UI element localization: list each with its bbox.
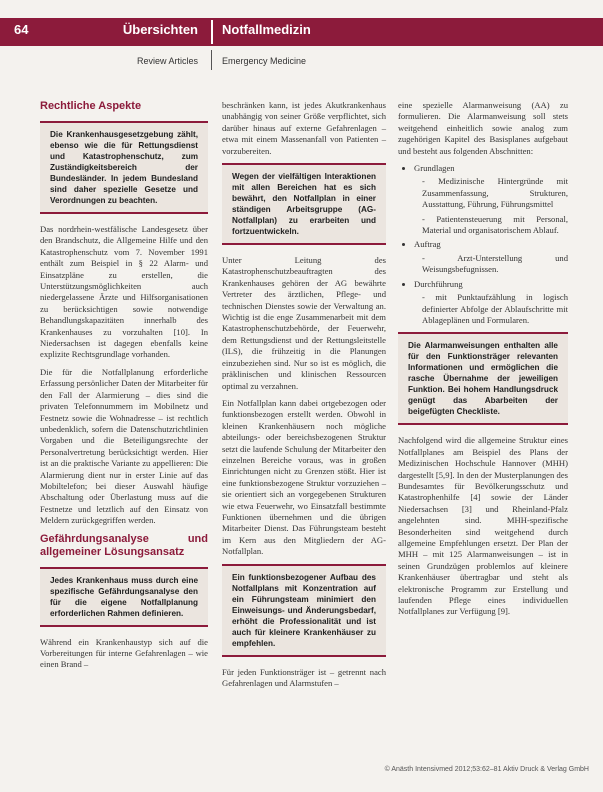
highlight-box: Jedes Krankenhaus muss durch eine spezifische Gefährdungsanalyse den für die eigene Notfallplanung erforderlichen Rahmen definieren.: [40, 567, 208, 627]
highlight-box: Die Krankenhausgesetzgebung zählt, ebenso wie die für Rettungsdienst und Katastrophenschutz, zum Zuständigkeitsbereich der Bundesländer. In jedem Bundesland sind daher spezielle Gesetze und Verordnungen zu beachten.: [40, 121, 208, 214]
header-divider: [211, 20, 213, 44]
paragraph: Für jeden Funktionsträger ist – getrennt nach Gefahrenlagen und Alarmstufen –: [222, 666, 386, 688]
column-3: [398, 100, 568, 624]
paragraph: Das nordrhein-westfälische Landesgesetz über den Brandschutz, die Allgemeine Hilfe und den Katastrophenschutz vom 7. November 1991 enthält zum Beispiel in § 22 Alarm- und Einsatzpläne zu erstellen, die Unterstützungsmöglichkeiten auch niedergelassene Ärzte und Hilfsorganisationen zu berücksichtigen sowie notwendige Behandlungskapazitäten innerhalb des Krankenhauses zu vorzuhalten [10]. In Niedersachsen ist dagegen ebenfalls keine explizite Rechtsgrundlage vorhanden.: [40, 224, 208, 360]
paragraph: Nachfolgend wird die allgemeine Struktur eines Notfallplanes am Beispiel des Plans der Medizinischen Hochschule Hannover (MHH) dargestellt [5,9]. In den der Musterplanungen des Bundesamtes für Bevölkerungsschutz und Katastrophenhilfe [4] sowie der Länder Niedersachsen [3] und Rheinland-Pfalz angelehnten sind. MHH-spezifische Besonderheiten sind weitgehend durch allgemeine Empfehlungen ersetzt. Der Plan der MHH – mit 125 Alarmanweisungen – ist in seinen Grundzügen problemlos auf kleinere Krankenhäuser übertragbar und steht als elektronische Programm zur Erstellung und laufenden Pflege eines individuellen Notfallplanes zur Verfügung [9].: [398, 435, 568, 617]
highlight-box: Wegen der vielfältigen Interaktionen mit allen Bereichen hat es sich bewährt, den Notfallplan in einer ständigen Arbeitsgruppe (AG-Notfallplan) zu erarbeiten und fortzuentwickeln.: [222, 163, 386, 245]
alarm-instruction-list: [398, 163, 568, 326]
heading-gefaehrdungsanalyse: Gefährdungsanalyse und allgemeiner Lösungsansatz: [40, 532, 208, 558]
page-number: 64: [14, 22, 29, 37]
section-title: Übersichten: [122, 22, 198, 37]
paragraph: Unter Leitung des Katastrophenschutzbeauftragten des Krankenhauses gehören der AG bewährte Vertreter des ärztlichen, Pflege- und technischen Dienstes sowie der Verwaltung an. Wichtig ist die enge Zusammenarbeit mit dem Katastrophenschutzbehörde, der Feuerwehr, dem Rettungsdienst und der Rettungsleitstelle (ILS), die frühzeitig in die Planungen einzubeziehen sind. Nur so ist es möglich, die präklinischen und klinischen Ressourcen optimal zu verzahnen.: [222, 255, 386, 391]
highlight-box: Die Alarmanweisungen enthalten alle für den Funktionsträger relevanten Informationen und ermöglichen die rasche Übernahme der jeweiligen Funktion. Bei hohem Handlungsdruck genügt das Abarbeiten der beigefügten Checkliste.: [398, 332, 568, 425]
highlight-box: Ein funktionsbezogener Aufbau des Notfallplans mit Konzentration auf ein Führungsteam minimiert den Einweisungs- und Änderungsbedarf, erhöht die Professionalität und ist auch für kleinere Krankenhäuser zu empfehlen.: [222, 564, 386, 657]
list-item: • Durchführung - mit Punktaufzählung in logisch definierter Abfolge der Ablaufschritte mit Ablageplänen und Formularen.: [414, 279, 568, 327]
paragraph: eine spezielle Alarmanweisung (AA) zu formulieren. Die Alarmanweisung soll stets weitgehend einheitlich sowie analog zum zugehörigen Kapitel des Basisplanes aufgebaut und besteht aus folgenden Abschnitten:: [398, 100, 568, 156]
sub-list-item: - Patientensteuerung mit Personal, Material und organisatorischem Ablauf.: [422, 214, 568, 237]
paragraph: Die für die Notfallplanung erforderliche Erfassung persönlicher Daten der Mitarbeiter für den Fall der Alarmierung – dies sind die privaten Telefonnummern im Mobilnetz und Festnetz sowie die Wohnadresse – ist rechtlich unbedenklich, sofern die Datenschutzrichtlinien Vorgaben und die Beteiligungsrechte der Personalvertretung berücksichtigt werden. Hier ist an die praktische Variante zu appellieren: Die Alarmierung dient nur in erster Linie auf das Mobiltelefon; bei dieser Auswahl häufige Abschaltung oder Überlastung muss auf die Festnetze und letztlich auf den Einsatz von Meldern zurückgegriffen werden.: [40, 366, 208, 526]
list-item: • Auftrag - Arzt-Unterstellung und Weisungsbefugnissen.: [414, 239, 568, 275]
list-item: • Grundlagen - Medizinische Hintergründe mit Zusammenfassung, Strukturen, Ausstattung, Führung, Führungsmittel - Patientensteuerung mit Personal, Material und organisatorischem Ablauf.: [414, 163, 568, 236]
subheader-divider: [211, 50, 212, 70]
paragraph: Während ein Krankenhaustyp sich auf die Vorbereitungen für interne Gefahrenlagen – wie einen Brand –: [40, 636, 208, 670]
emergency-medicine-label: Emergency Medicine: [222, 56, 307, 66]
review-articles-label: Review Articles: [136, 56, 198, 66]
column-1: [40, 100, 208, 677]
paragraph: beschränken kann, ist jedes Akutkrankenhaus unabhängig von seiner Größe verpflichtet, sich darüber hinaus auf externe Gefahrenlagen – etwa mit einem Massenanfall von Patienten – vorzubereiten.: [222, 100, 386, 156]
sub-list-item: - Medizinische Hintergründe mit Zusammenfassung, Strukturen, Ausstattung, Führung, Führungsmittel: [422, 176, 568, 210]
section-subtitle: Notfallmedizin: [222, 22, 311, 37]
paragraph: Ein Notfallplan kann dabei ortgebezogen oder funktionsbezogen erstellt werden. Obwohl in kleinen Krankenhäusern noch mögliche abteilungs- oder bereichsbezogenen Struktur setzt die laufende Schulung der Mitarbeiter den einzelnen Bereiche voraus, was in großen Einrichtungen nicht zu Grenzen stößt. Hier ist eine funktionsbezogene Struktur vorzuziehen – sie orientiert sich an vorgegebenen Strukturen wie etwa Feuerwehr, wo Einsatzfall bestimmte Funktionen übernehmen und die übrigen Mitarbeiter Dienst. Das Führungsteam besteht im Kern aus den Mitgliedern der AG-Notfallplan.: [222, 397, 386, 557]
page-header: [0, 18, 603, 46]
sub-list-item: - Arzt-Unterstellung und Weisungsbefugnissen.: [422, 253, 568, 276]
page-footer: © Anästh Intensivmed 2012;53:62–81 Aktiv Druck & Verlag GmbH: [384, 766, 589, 773]
column-2: [222, 100, 386, 695]
heading-rechtliche-aspekte: Rechtliche Aspekte: [40, 100, 142, 112]
sub-list-item: - mit Punktaufzählung in logisch definierter Abfolge der Ablaufschritte mit Ablageplänen und Formularen.: [422, 292, 568, 326]
